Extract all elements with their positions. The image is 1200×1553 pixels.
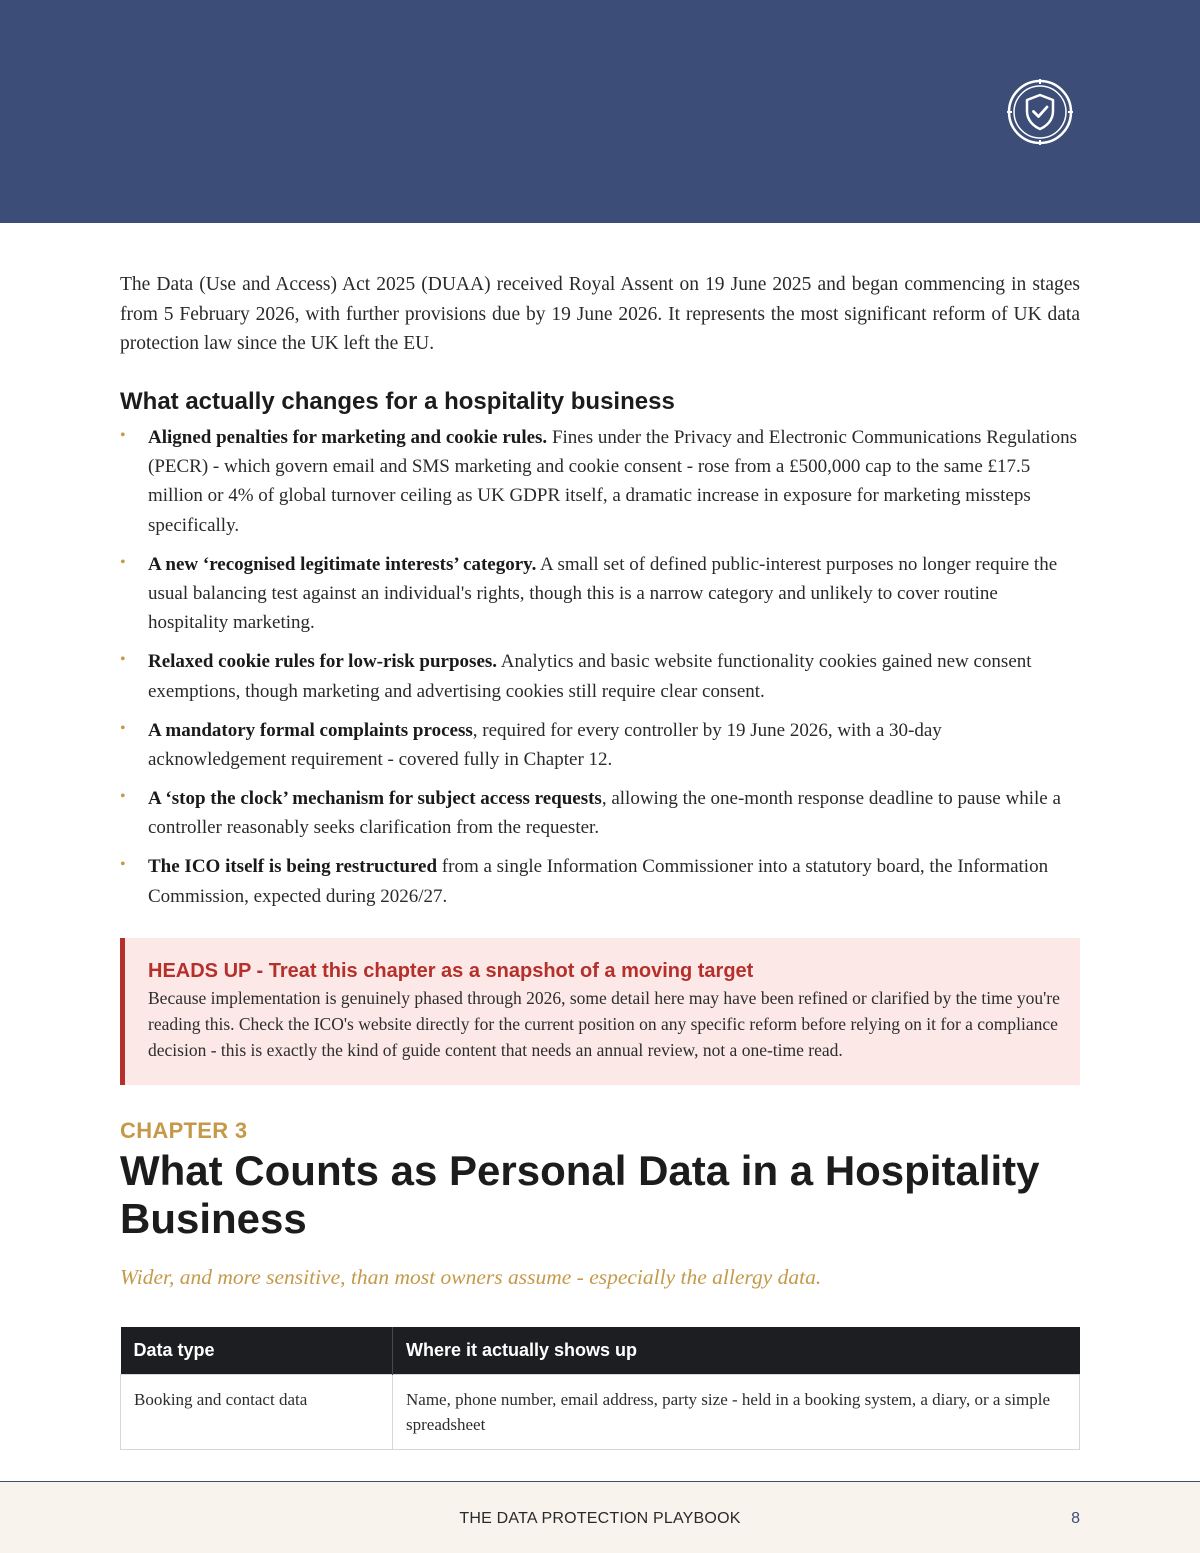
section-heading: What actually changes for a hospitality business [120,387,675,415]
list-item [120,550,1080,638]
data-types-table [120,1327,1080,1450]
bullet-icon: • [120,651,126,669]
list-item [120,784,1080,843]
chapter-label: CHAPTER 3 [120,1118,248,1144]
list-item-lead: A mandatory formal complaints process [148,719,473,741]
bullet-icon: • [120,553,126,571]
header-band [0,0,1200,223]
list-item-lead: A ‘stop the clock’ mechanism for subject access requests [148,787,602,809]
page-footer [0,1482,1200,1553]
list-item [120,423,1080,541]
list-item-text: Analytics and basic website functionality cookies gained new consent exemptions, though marketing and advertising cookies still require clear consent. [148,651,1032,702]
bullet-icon: • [120,787,126,805]
table-cell-where-shows-up: Name, phone number, email address, party size - held in a booking system, a diary, or a simple spreadsheet [393,1375,1080,1450]
list-item-lead: Aligned penalties for marketing and cookie rules. [148,426,548,448]
page-content [120,270,1080,1450]
list-item [120,647,1080,706]
bullet-icon: • [120,856,126,874]
shield-check-icon [1006,78,1074,146]
changes-list [120,423,1080,912]
list-item [120,716,1080,775]
heads-up-callout [120,938,1080,1085]
table-cell-data-type: Booking and contact data [121,1375,393,1450]
list-item-text: A small set of defined public-interest purposes no longer require the usual balancing test against an individual's rights, though this is a narrow category and unlikely to cover routine hospitality marketing. [148,553,1058,634]
intro-paragraph: The Data (Use and Access) Act 2025 (DUAA) received Royal Assent on 19 June 2025 and began commencing in stages from 5 February 2026, with further provisions due by 19 June 2026. It represents the most significant reform of UK data protection law since the UK left the EU. [120,274,1080,354]
list-item-lead: A new ‘recognised legitimate interests’ category. [148,553,537,575]
column-header-where-shows-up: Where it actually shows up [393,1327,1080,1375]
list-item-text: Fines under the Privacy and Electronic Communications Regulations (PECR) - which govern email and SMS marketing and cookie consent - rose from a £500,000 cap to the same £17.5 million or 4% of global turnover ceiling as UK GDPR itself, a dramatic increase in exposure for marketing missteps specifically. [148,426,1077,536]
list-item [120,852,1080,911]
table-row [121,1375,1080,1450]
callout-body: Because implementation is genuinely phased through 2026, some detail here may have been refined or clarified by the time you're reading this. Check the ICO's website directly for the current position on any specific reform before relying on it for a compliance decision - this is exactly the kind of guide content that needs an annual review, not a one-time read. [148,988,1060,1061]
page-number: 8 [1071,1510,1080,1527]
list-item-text: from a single Information Commissioner into a statutory board, the Information Commission, expected during 2026/27. [148,856,1049,907]
list-item-lead: The ICO itself is being restructured [148,856,438,878]
chapter-subtitle: Wider, and more sensitive, than most owners assume - especially the allergy data. [120,1265,822,1290]
bullet-icon: • [120,426,126,444]
table-header-row [121,1327,1080,1375]
callout-title: HEADS UP - Treat this chapter as a snapshot of a moving target [148,960,754,983]
list-item-text: , required for every controller by 19 June 2026, with a 30-day acknowledgement requirement - covered fully in Chapter 12. [148,719,942,771]
footer-title: THE DATA PROTECTION PLAYBOOK [459,1510,741,1527]
list-item-text: , allowing the one-month response deadline to pause while a controller reasonably seeks clarification from the requester. [148,787,1061,839]
column-header-data-type: Data type [121,1327,393,1375]
list-item-lead: Relaxed cookie rules for low-risk purposes. [148,651,498,673]
chapter-title: What Counts as Personal Data in a Hospitality Business [120,1147,1040,1243]
bullet-icon: • [120,719,126,737]
